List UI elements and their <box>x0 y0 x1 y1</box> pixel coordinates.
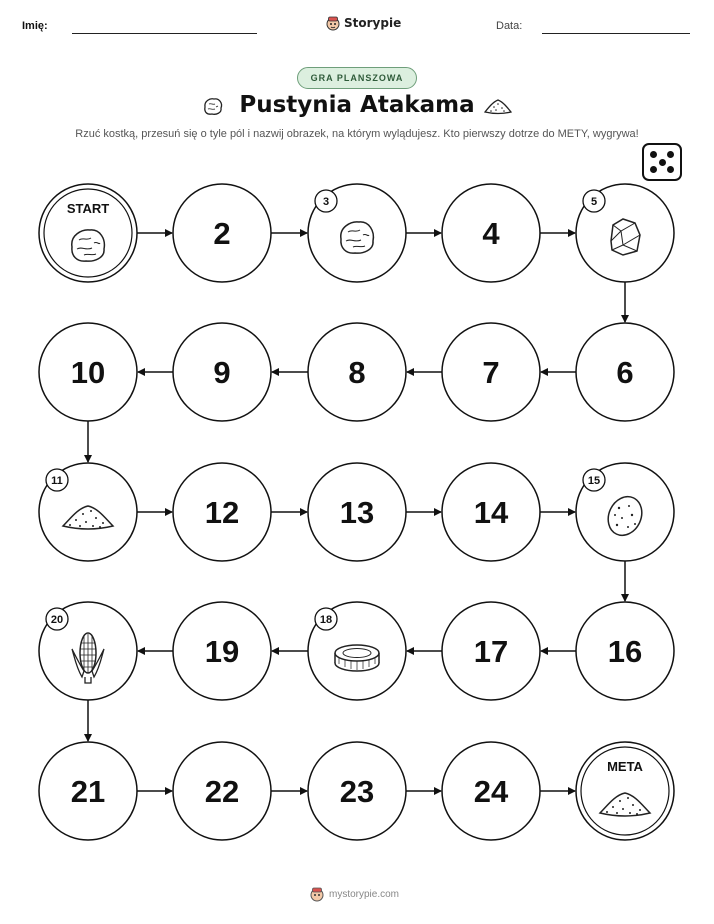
board-cell <box>39 742 137 840</box>
brand-name: Storypie <box>344 16 402 30</box>
start-label: START <box>66 201 110 216</box>
board-cell <box>308 184 406 282</box>
board-cell <box>576 184 674 282</box>
board-cell <box>576 463 674 561</box>
crystal-rock-icon <box>611 219 640 255</box>
board-cell <box>576 323 674 421</box>
category-badge: GRA PLANSZOWA <box>297 67 417 89</box>
board-cell <box>442 184 540 282</box>
cell-number: 17 <box>473 634 509 669</box>
finish-label: META <box>607 759 643 774</box>
board-cell <box>308 463 406 561</box>
board-cell <box>173 184 271 282</box>
cell-number: 16 <box>607 634 643 669</box>
board-cell <box>442 602 540 700</box>
board-cell <box>173 742 271 840</box>
cell-number: 12 <box>204 495 240 530</box>
cell-number: 2 <box>213 216 231 251</box>
board-cell <box>576 742 674 840</box>
cell-number: 21 <box>70 774 106 809</box>
board-cell <box>308 742 406 840</box>
board-cell <box>39 184 137 282</box>
board-cell <box>39 323 137 421</box>
board-cell <box>576 602 674 700</box>
rock-icon <box>341 222 374 253</box>
date-label: Data: <box>496 20 523 32</box>
coin-icon <box>335 645 379 671</box>
cell-number: 18 <box>319 614 333 626</box>
cell-number: 5 <box>590 196 598 208</box>
board-cell <box>39 602 137 700</box>
board-cell <box>442 463 540 561</box>
cell-number: 14 <box>473 495 509 530</box>
cell-number: 24 <box>473 774 509 809</box>
cell-number: 23 <box>339 774 375 809</box>
cell-number: 11 <box>51 475 63 487</box>
cell-number: 19 <box>204 634 240 669</box>
cell-number: 3 <box>322 196 330 208</box>
cell-number: 10 <box>70 355 106 390</box>
board-cell <box>442 323 540 421</box>
mascot-icon <box>310 887 324 902</box>
cell-number: 9 <box>213 355 231 390</box>
cell-number: 13 <box>339 495 375 530</box>
cell-number: 22 <box>204 774 240 809</box>
page-title: Pustynia Atakama <box>239 92 475 118</box>
board-cell <box>442 742 540 840</box>
instructions: Rzuć kostką, przesuń się o tyle pól i nazwij obrazek, na którym wylądujesz. Kto pierwszy dotrze do METY, wygrywa! <box>75 128 639 140</box>
cell-number: 20 <box>50 614 64 626</box>
cell-number: 7 <box>482 355 500 390</box>
board-cell <box>173 463 271 561</box>
footer-site: mystorypie.com <box>329 889 400 900</box>
name-label: Imię: <box>22 20 48 32</box>
board-cell <box>39 463 137 561</box>
cell-number: 4 <box>482 216 500 251</box>
cell-number: 8 <box>348 355 366 390</box>
board-cell <box>308 602 406 700</box>
rock-icon <box>72 230 105 261</box>
board-cell <box>308 323 406 421</box>
footer <box>310 887 399 902</box>
board-cell <box>173 602 271 700</box>
board-cell <box>173 323 271 421</box>
cell-number: 15 <box>587 475 601 487</box>
cell-number: 6 <box>616 355 634 390</box>
